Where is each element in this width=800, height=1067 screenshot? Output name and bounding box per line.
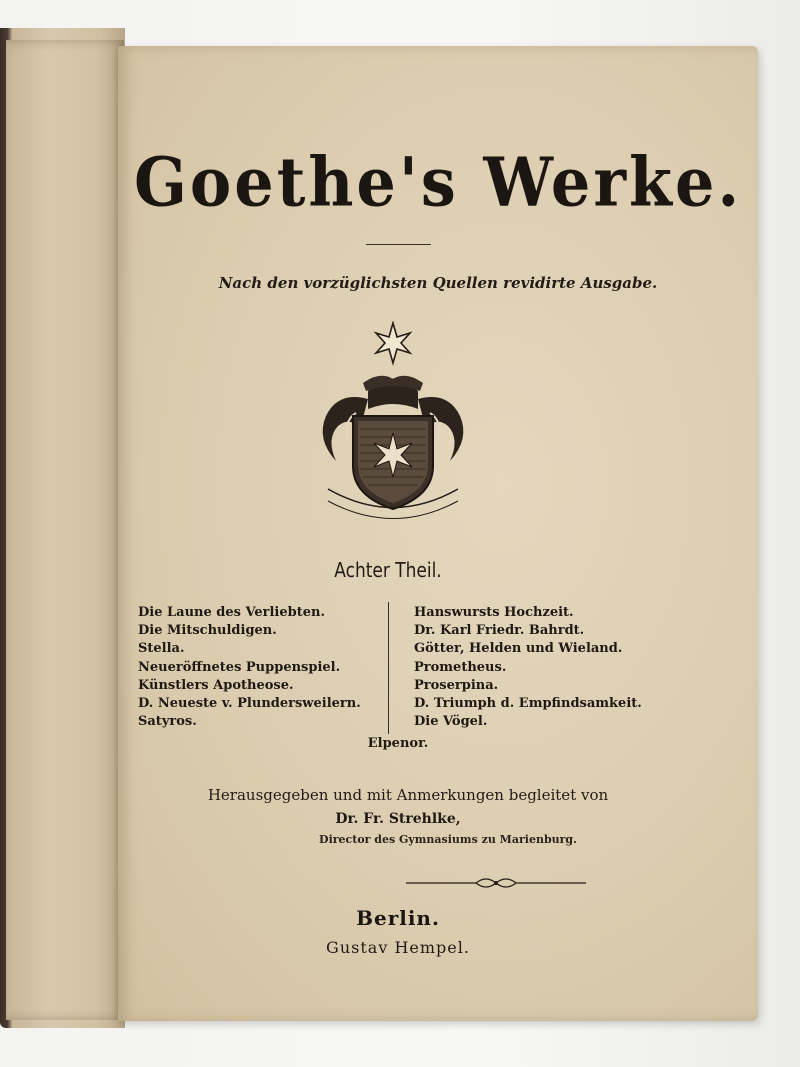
contents-item: Neueröffnetes Puppenspiel. xyxy=(138,659,341,675)
contents-item: Die Laune des Verliebten. xyxy=(138,605,325,620)
contents-item: D. Triumph d. Empfindsamkeit. xyxy=(414,696,642,712)
contents-item: Künstlers Apotheose. xyxy=(138,677,294,693)
contents-item: Prometheus. xyxy=(414,659,507,675)
contents-item: Die Vögel. xyxy=(414,714,488,730)
ornament-divider-icon xyxy=(406,874,586,892)
contents-item: Hanswursts Hochzeit. xyxy=(414,605,574,620)
contents-right-column xyxy=(414,604,704,731)
editor-credit-line: Herausgegeben und mit Anmerkungen begleitet von xyxy=(207,786,609,804)
contents-item-center: Elpenor. xyxy=(367,736,429,751)
imprint-city: Berlin. xyxy=(356,906,440,930)
contents-item: Dr. Karl Friedr. Bahrdt. xyxy=(414,623,585,639)
editor-name: Dr. Fr. Strehlke, xyxy=(335,811,461,827)
contents-item: Götter, Helden und Wieland. xyxy=(414,641,623,657)
contents-item: Die Mitschuldigen. xyxy=(138,623,277,639)
coat-of-arms-icon xyxy=(308,321,478,521)
contents-item: Proserpina. xyxy=(414,677,499,693)
contents-item: Satyros. xyxy=(138,714,197,730)
contents-left-column xyxy=(138,604,388,731)
edition-subtitle: Nach den vorzüglichsten Quellen revidirte Ausgabe. xyxy=(218,274,658,292)
editor-role: Director des Gymnasiums zu Marienburg. xyxy=(319,833,577,846)
contents-item: Stella. xyxy=(138,641,185,657)
contents-divider xyxy=(388,602,389,734)
title-divider xyxy=(366,244,431,245)
left-page xyxy=(6,40,124,1020)
imprint-publisher: Gustav Hempel. xyxy=(326,938,470,957)
volume-label: Achter Theil. xyxy=(334,558,442,582)
title-page xyxy=(118,46,758,1021)
book-title: Goethe's Werke. xyxy=(133,143,743,222)
contents-item: D. Neueste v. Plundersweilern. xyxy=(138,696,361,712)
